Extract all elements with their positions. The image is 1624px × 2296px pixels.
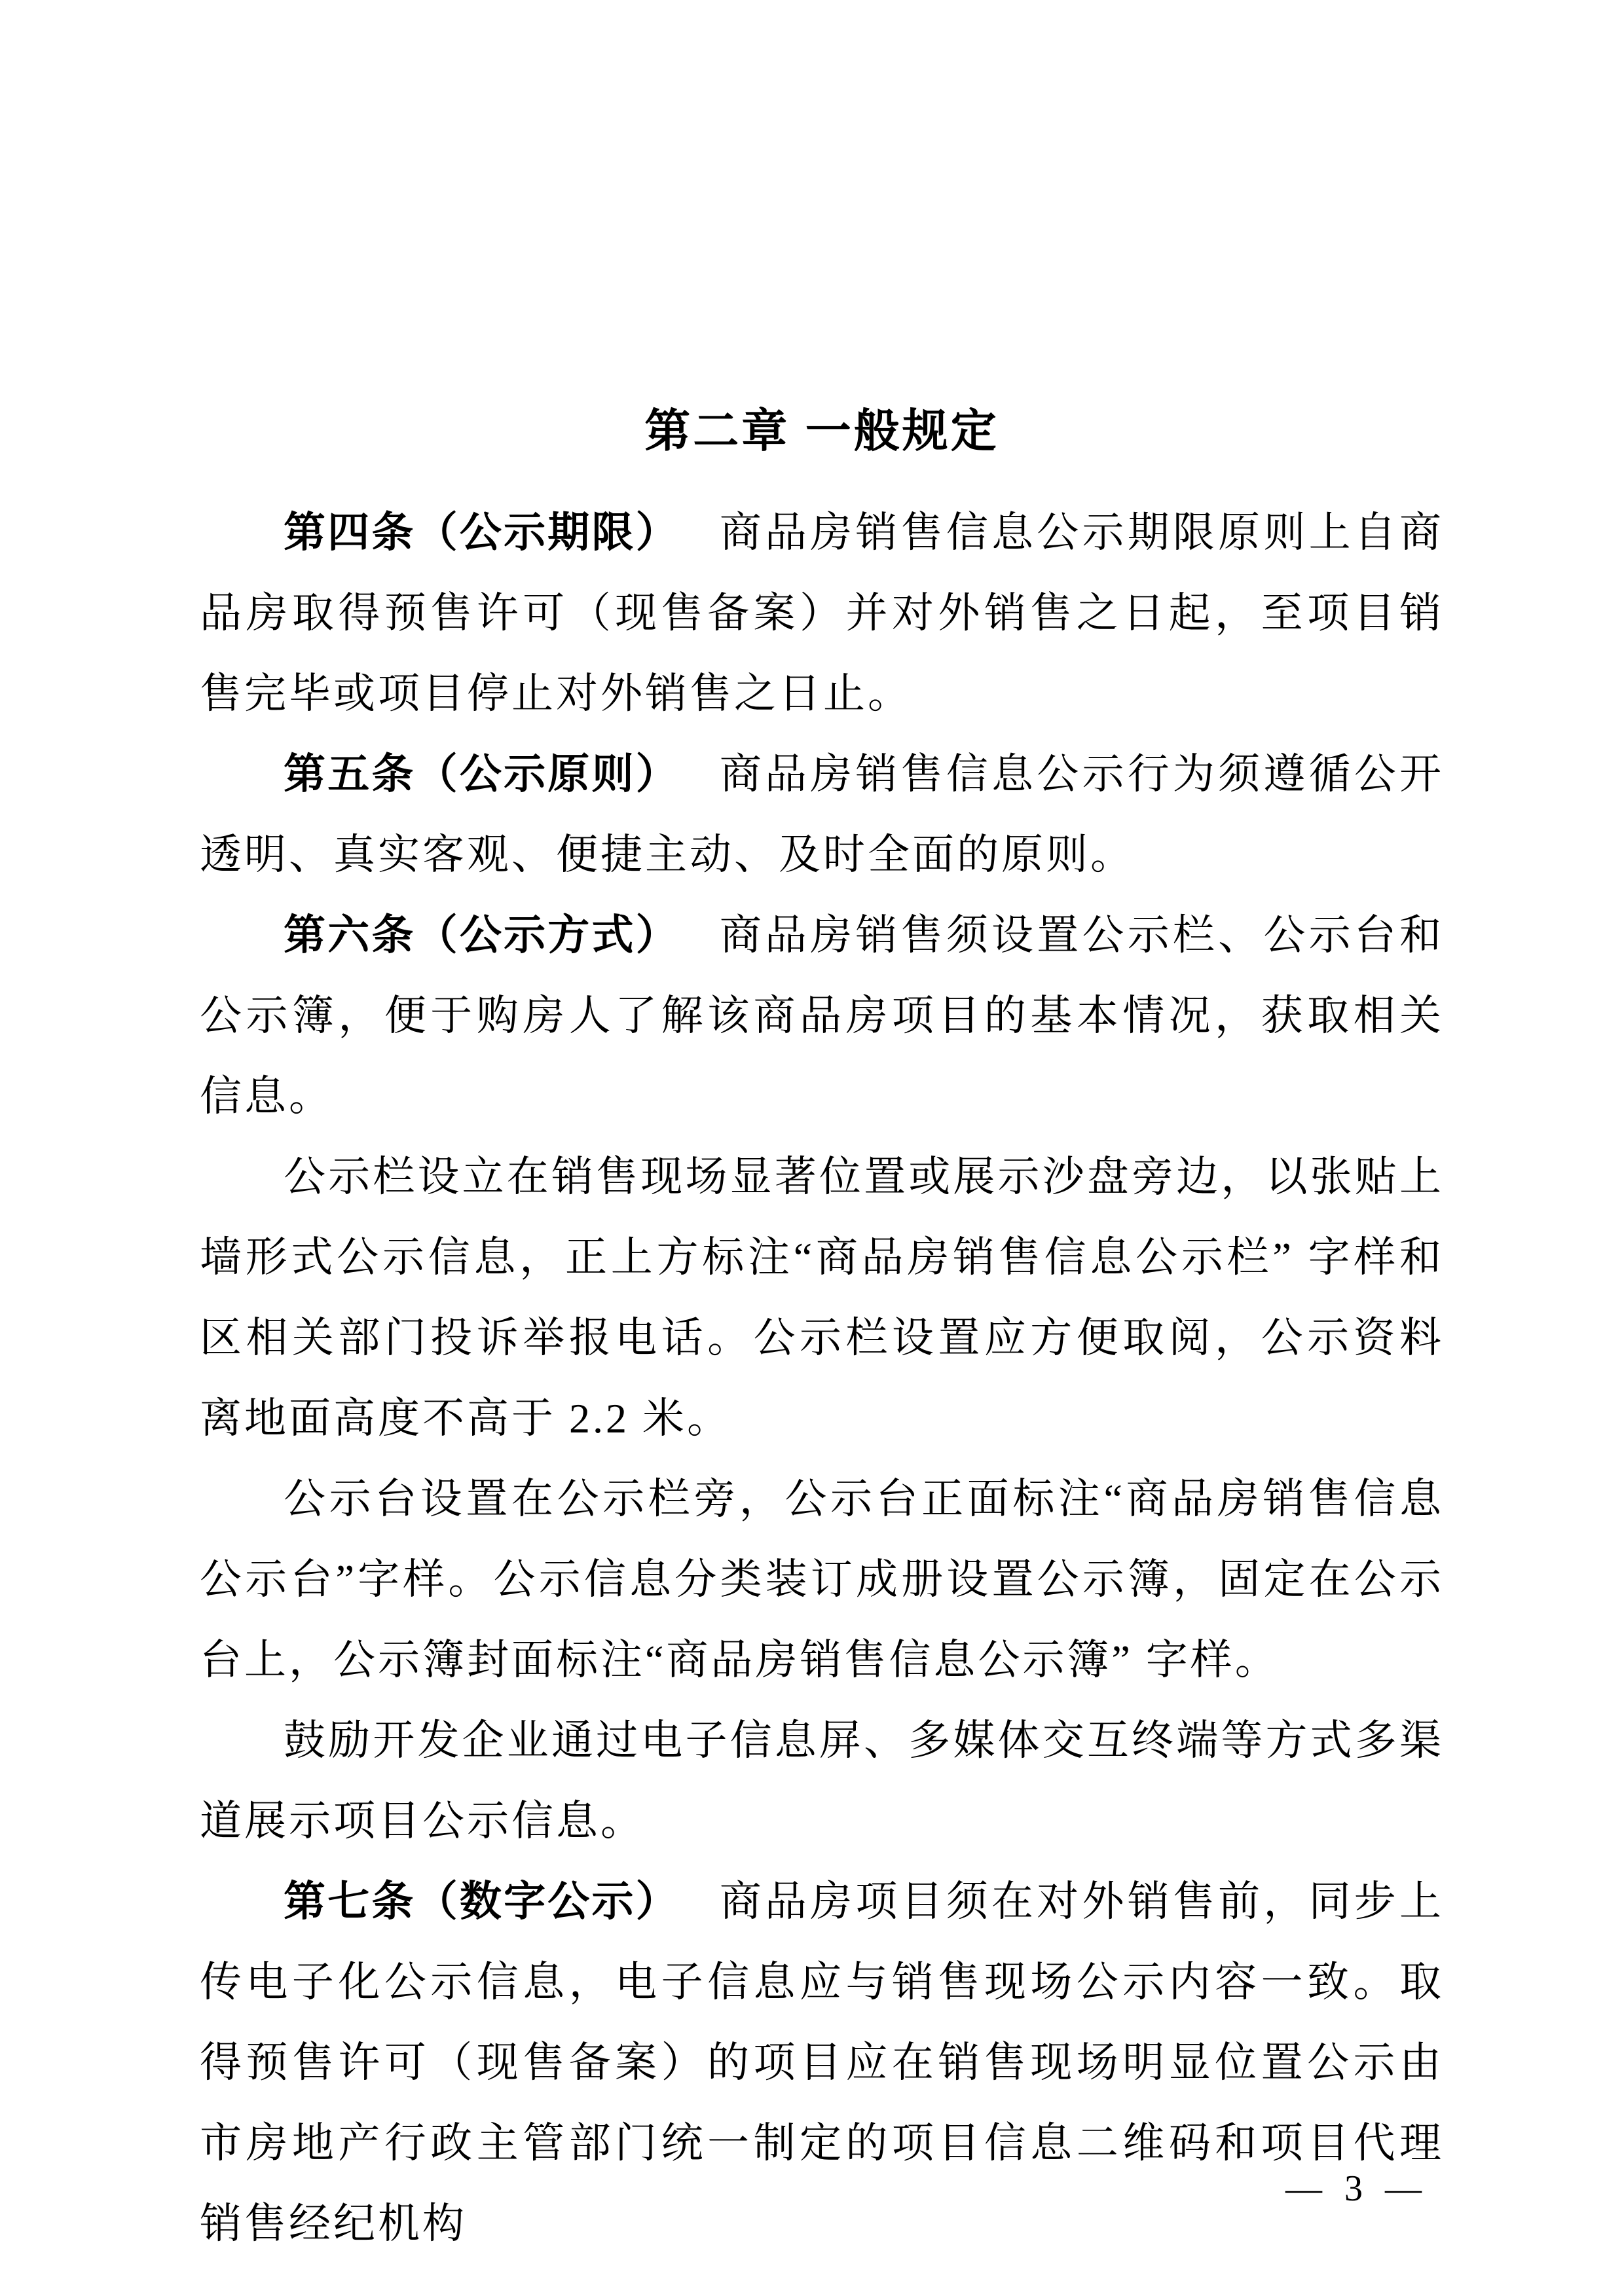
article-6-heading: 第六条（公示方式） [284,911,680,958]
page-number: — 3 — [1285,2168,1428,2209]
article-7-text: 商品房项目须在对外销售前，同步上传电子化公示信息，电子信息应与销售现场公示内容一致。取得预售许可（现售备案）的项目应在销售现场明显位置公示由市房地产行政主管部门统一制定的项目信息二维码和项目代理销售经纪机构 [200,1878,1445,2247]
paragraph-display-desk: 公示台设置在公示栏旁，公示台正面标注“商品房销售信息公示台”字样。公示信息分类装订成册设置公示簿，固定在公示台上，公示簿封面标注“商品房销售信息公示簿” 字样。 [200,1476,1444,1683]
paragraph-article-5 [200,734,1444,895]
paragraph-electronic-display: 鼓励开发企业通过电子信息屏、多媒体交互终端等方式多渠道展示项目公示信息。 [200,1717,1444,1844]
article-6-text: 商品房销售须设置公示栏、公示台和公示簿，便于购房人了解该商品房项目的基本情况，获取相关信息。 [200,912,1445,1120]
paragraph-article-4 [200,492,1444,734]
paragraph-article-6 [200,895,1444,1137]
article-4-heading: 第四条（公示期限） [284,509,680,556]
paragraph-article-7 [200,1861,1444,2264]
document-body [200,492,1444,2264]
article-7-heading: 第七条（数字公示） [284,1878,680,1925]
chapter-title: 第二章 一般规定 [644,405,999,456]
paragraph-bulletin-board: 公示栏设立在销售现场显著位置或展示沙盘旁边，以张贴上墙形式公示信息，正上方标注“商品房销售信息公示栏” 字样和区相关部门投诉举报电话。公示栏设置应方便取阅，公示资料离地面高度不高于 2.2 米。 [200,1154,1444,1442]
article-4-text: 商品房销售信息公示期限原则上自商品房取得预售许可（现售备案）并对外销售之日起，至项目销售完毕或项目停止对外销售之日止。 [200,509,1445,717]
article-5-text: 商品房销售信息公示行为须遵循公开透明、真实客观、便捷主动、及时全面的原则。 [200,751,1445,878]
article-5-heading: 第五条（公示原则） [284,750,680,797]
